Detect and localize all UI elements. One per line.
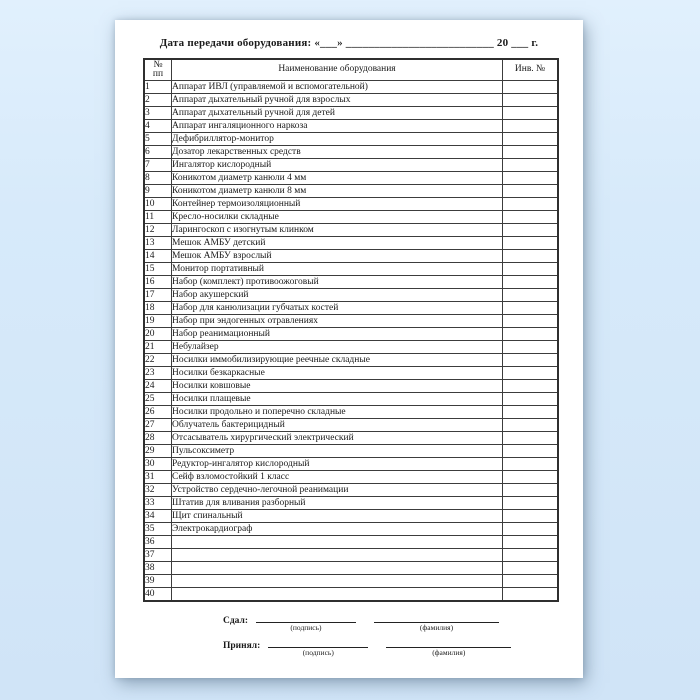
row-number-cell: 8	[144, 172, 172, 185]
inventory-number-cell	[503, 263, 559, 276]
row-number-cell: 1	[144, 81, 172, 94]
document-page	[115, 20, 583, 678]
inventory-number-cell	[503, 172, 559, 185]
inventory-number-cell	[503, 588, 559, 602]
equipment-name-cell: Монитор портативный	[172, 263, 503, 276]
table-row	[144, 224, 558, 237]
equipment-name-cell	[172, 588, 503, 602]
equipment-name-cell: Коникотом диаметр канюли 4 мм	[172, 172, 503, 185]
received-signature-line	[268, 638, 368, 657]
table-row	[144, 419, 558, 432]
table-row	[144, 185, 558, 198]
handed-over-signature-line	[256, 613, 356, 632]
equipment-name-cell	[172, 575, 503, 588]
handed-over-label: Сдал:	[223, 616, 248, 626]
row-number-cell: 29	[144, 445, 172, 458]
inventory-number-cell	[503, 250, 559, 263]
equipment-name-cell: Ингалятор кислородный	[172, 159, 503, 172]
row-number-cell: 20	[144, 328, 172, 341]
row-number-cell: 16	[144, 276, 172, 289]
inventory-number-cell	[503, 367, 559, 380]
row-number-cell: 3	[144, 107, 172, 120]
table-row	[144, 354, 558, 367]
surname-caption: (фамилия)	[432, 648, 466, 657]
inventory-number-cell	[503, 302, 559, 315]
table-row	[144, 393, 558, 406]
signature-caption: (подпись)	[302, 648, 334, 657]
table-row	[144, 289, 558, 302]
table-row	[144, 81, 558, 94]
inventory-number-cell	[503, 432, 559, 445]
row-number-cell: 19	[144, 315, 172, 328]
equipment-name-cell: Контейнер термоизоляционный	[172, 198, 503, 211]
inventory-number-cell	[503, 354, 559, 367]
equipment-name-cell: Ларингоскоп с изогнутым клинком	[172, 224, 503, 237]
inventory-number-cell	[503, 549, 559, 562]
inventory-number-cell	[503, 380, 559, 393]
equipment-name-cell: Штатив для вливания разборный	[172, 497, 503, 510]
inventory-number-cell	[503, 419, 559, 432]
table-row	[144, 263, 558, 276]
row-number-cell: 2	[144, 94, 172, 107]
row-number-cell: 11	[144, 211, 172, 224]
table-row	[144, 315, 558, 328]
table-row	[144, 458, 558, 471]
equipment-name-cell: Носилки продольно и поперечно складные	[172, 406, 503, 419]
table-row	[144, 341, 558, 354]
table-row	[144, 146, 558, 159]
row-number-cell: 27	[144, 419, 172, 432]
table-row	[144, 575, 558, 588]
row-number-cell: 28	[144, 432, 172, 445]
row-number-cell: 7	[144, 159, 172, 172]
header-number-line1: №	[153, 59, 163, 70]
inventory-number-cell	[503, 523, 559, 536]
row-number-cell: 37	[144, 549, 172, 562]
row-number-cell: 17	[144, 289, 172, 302]
equipment-name-cell	[172, 536, 503, 549]
inventory-number-cell	[503, 185, 559, 198]
header-cell-number	[144, 59, 172, 81]
equipment-name-cell: Носилки иммобилизирующие реечные складные	[172, 354, 503, 367]
table-row	[144, 120, 558, 133]
table-row	[144, 380, 558, 393]
inventory-number-cell	[503, 510, 559, 523]
table-row	[144, 510, 558, 523]
equipment-name-cell: Набор реанимационный	[172, 328, 503, 341]
row-number-cell: 5	[144, 133, 172, 146]
equipment-name-cell: Отсасыватель хирургический электрический	[172, 432, 503, 445]
table-row	[144, 562, 558, 575]
inventory-number-cell	[503, 237, 559, 250]
received-label: Принял:	[223, 641, 261, 651]
table-row	[144, 237, 558, 250]
header-cell-name: Наименование оборудования	[172, 59, 503, 81]
equipment-name-cell	[172, 549, 503, 562]
header-cell-inventory: Инв. №	[503, 59, 559, 81]
row-number-cell: 10	[144, 198, 172, 211]
row-number-cell: 18	[144, 302, 172, 315]
row-number-cell: 30	[144, 458, 172, 471]
row-number-cell: 15	[144, 263, 172, 276]
inventory-number-cell	[503, 562, 559, 575]
equipment-table	[143, 58, 559, 602]
inventory-number-cell	[503, 211, 559, 224]
table-row	[144, 406, 558, 419]
table-row	[144, 276, 558, 289]
row-number-cell: 38	[144, 562, 172, 575]
inventory-number-cell	[503, 107, 559, 120]
signature-row-handed-over	[223, 610, 583, 632]
inventory-number-cell	[503, 471, 559, 484]
equipment-name-cell: Аппарат дыхательный ручной для детей	[172, 107, 503, 120]
header-number-line2: пп	[152, 69, 164, 79]
table-row	[144, 536, 558, 549]
equipment-name-cell: Сейф взломостойкий 1 класс	[172, 471, 503, 484]
equipment-name-cell: Дозатор лекарственных средств	[172, 146, 503, 159]
equipment-name-cell: Мешок АМБУ взрослый	[172, 250, 503, 263]
row-number-cell: 22	[144, 354, 172, 367]
row-number-cell: 25	[144, 393, 172, 406]
inventory-number-cell	[503, 341, 559, 354]
inventory-number-cell	[503, 276, 559, 289]
table-row	[144, 107, 558, 120]
table-row	[144, 172, 558, 185]
row-number-cell: 6	[144, 146, 172, 159]
inventory-number-cell	[503, 328, 559, 341]
inventory-number-cell	[503, 224, 559, 237]
equipment-name-cell: Аппарат ИВЛ (управляемой и вспомогательной)	[172, 81, 503, 94]
table-row	[144, 497, 558, 510]
inventory-number-cell	[503, 406, 559, 419]
surname-caption: (фамилия)	[419, 623, 454, 632]
row-number-cell: 4	[144, 120, 172, 133]
table-row	[144, 549, 558, 562]
inventory-number-cell	[503, 445, 559, 458]
table-row	[144, 432, 558, 445]
equipment-name-cell: Кресло-носилки складные	[172, 211, 503, 224]
inventory-number-cell	[503, 497, 559, 510]
table-row	[144, 250, 558, 263]
table-row	[144, 133, 558, 146]
document-title: Дата передачи оборудования: «___» __________________________ 20 ___ г.	[159, 37, 539, 49]
equipment-name-cell: Дефибриллятор-монитор	[172, 133, 503, 146]
row-number-cell: 14	[144, 250, 172, 263]
row-number-cell: 39	[144, 575, 172, 588]
inventory-number-cell	[503, 458, 559, 471]
signature-row-received	[223, 635, 583, 657]
row-number-cell: 24	[144, 380, 172, 393]
equipment-name-cell: Набор при эндогенных отравлениях	[172, 315, 503, 328]
row-number-cell: 36	[144, 536, 172, 549]
equipment-name-cell: Носилки безкаркасные	[172, 367, 503, 380]
equipment-name-cell: Электрокардиограф	[172, 523, 503, 536]
row-number-cell: 32	[144, 484, 172, 497]
equipment-name-cell: Пульсоксиметр	[172, 445, 503, 458]
table-row	[144, 367, 558, 380]
equipment-name-cell: Устройство сердечно-легочной реанимации	[172, 484, 503, 497]
row-number-cell: 9	[144, 185, 172, 198]
row-number-cell: 13	[144, 237, 172, 250]
table-row	[144, 198, 558, 211]
header-row	[144, 59, 558, 81]
inventory-number-cell	[503, 81, 559, 94]
handed-over-surname-line	[374, 613, 499, 632]
table-row	[144, 588, 558, 602]
inventory-number-cell	[503, 536, 559, 549]
equipment-name-cell: Щит спинальный	[172, 510, 503, 523]
table-row	[144, 471, 558, 484]
table-row	[144, 445, 558, 458]
equipment-name-cell: Мешок АМБУ детский	[172, 237, 503, 250]
inventory-number-cell	[503, 484, 559, 497]
row-number-cell: 40	[144, 588, 172, 602]
row-number-cell: 26	[144, 406, 172, 419]
inventory-number-cell	[503, 575, 559, 588]
table-row	[144, 94, 558, 107]
inventory-number-cell	[503, 133, 559, 146]
equipment-name-cell: Аппарат ингаляционного наркоза	[172, 120, 503, 133]
inventory-number-cell	[503, 120, 559, 133]
table-row	[144, 159, 558, 172]
received-surname-line	[386, 638, 511, 657]
table-row	[144, 484, 558, 497]
equipment-name-cell: Коникотом диаметр канюли 8 мм	[172, 185, 503, 198]
table-row	[144, 523, 558, 536]
row-number-cell: 12	[144, 224, 172, 237]
equipment-name-cell: Набор для канюлизации губчатых костей	[172, 302, 503, 315]
row-number-cell: 23	[144, 367, 172, 380]
row-number-cell: 21	[144, 341, 172, 354]
equipment-name-cell: Облучатель бактерицидный	[172, 419, 503, 432]
equipment-name-cell: Набор (комплект) противоожоговый	[172, 276, 503, 289]
equipment-name-cell: Редуктор-ингалятор кислородный	[172, 458, 503, 471]
table-row	[144, 328, 558, 341]
equipment-name-cell	[172, 562, 503, 575]
equipment-name-cell: Набор акушерский	[172, 289, 503, 302]
equipment-name-cell: Небулайзер	[172, 341, 503, 354]
inventory-number-cell	[503, 198, 559, 211]
table-row	[144, 302, 558, 315]
equipment-name-cell: Носилки плащевые	[172, 393, 503, 406]
row-number-cell: 31	[144, 471, 172, 484]
inventory-number-cell	[503, 159, 559, 172]
row-number-cell: 33	[144, 497, 172, 510]
inventory-number-cell	[503, 94, 559, 107]
equipment-name-cell: Носилки ковшовые	[172, 380, 503, 393]
table-row	[144, 211, 558, 224]
inventory-number-cell	[503, 289, 559, 302]
signature-caption: (подпись)	[290, 623, 322, 632]
equipment-table-body	[144, 81, 558, 602]
equipment-name-cell: Аппарат дыхательный ручной для взрослых	[172, 94, 503, 107]
inventory-number-cell	[503, 315, 559, 328]
row-number-cell: 35	[144, 523, 172, 536]
row-number-cell: 34	[144, 510, 172, 523]
inventory-number-cell	[503, 146, 559, 159]
signature-block	[223, 610, 583, 657]
inventory-number-cell	[503, 393, 559, 406]
equipment-table-header	[144, 59, 558, 81]
